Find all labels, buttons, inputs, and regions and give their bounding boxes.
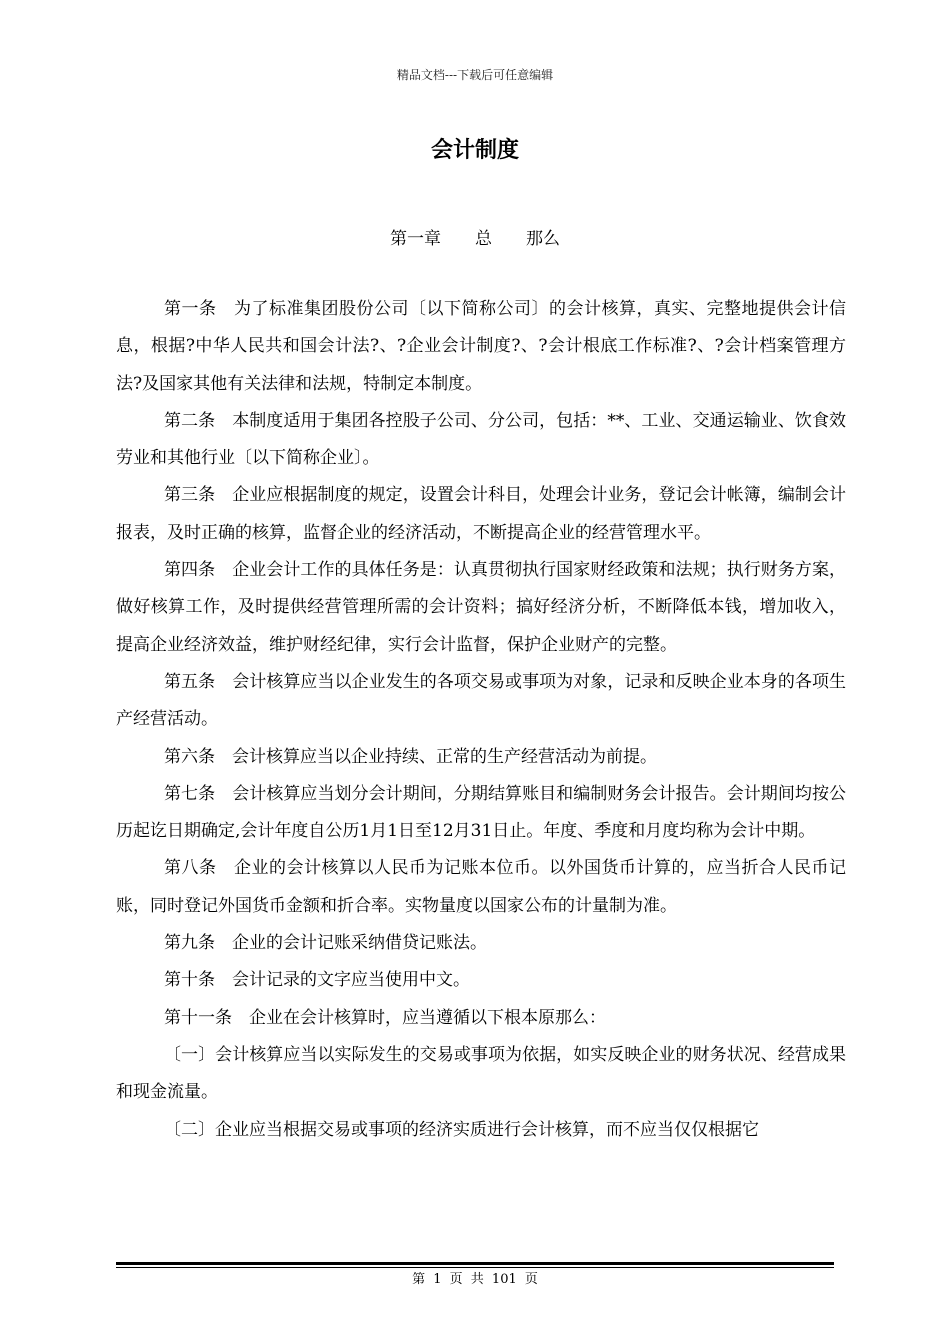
paragraph: 第二条 本制度适用于集团各控股子公司、分公司，包括：**、工业、交通运输业、饮食效劳业和其他行业〔以下简称企业〕。 (116, 410, 846, 469)
document-title: 会计制度 (430, 138, 519, 163)
page-number: 第 1 页 共 101 页 (412, 1272, 538, 1287)
paragraph: 第三条 企业应根据制度的规定，设置会计科目，处理会计业务，登记会计帐簿，编制会计报表，及时正确的核算，监督企业的经济活动，不断提高企业的经营管理水平。 (116, 485, 846, 543)
footer-divider (116, 1262, 834, 1265)
paragraph: 〔一〕会计核算应当以实际发生的交易或事项为依据，如实反映企业的财务状况、经营成果和现金流量。 (116, 1044, 846, 1103)
chapter-heading: 第一章 总 那么 (390, 229, 560, 249)
paragraph: 第七条 会计核算应当划分会计期间，分期结算账目和编制财务会计报告。会计期间均按公历起讫日期确定,会计年度自公历1月1日至12月31日止。年度、季度和月度均称为会计中期。 (116, 783, 846, 842)
paragraph: 第四条 企业会计工作的具体任务是：认真贯彻执行国家财经政策和法规；执行财务方案，做好核算工作，及时提供经营管理所需的会计资料；搞好经济分析，不断降低本钱，增加收入，提高企业经济效益，维护财经纪律，实行会计监督，保护企业财产的完整。 (116, 560, 846, 655)
paragraph: 第九条 企业的会计记账采纳借贷记账法。 (164, 933, 487, 954)
paragraph: 第十一条 企业在会计核算时，应当遵循以下根本原那么： (164, 1007, 606, 1028)
paragraph: 〔二〕企业应当根据交易或事项的经济实质进行会计核算，而不应当仅仅根据它 (164, 1119, 759, 1140)
paragraph: 第十条 会计记录的文字应当使用中文。 (164, 970, 470, 991)
paragraph: 第八条 企业的会计核算以人民币为记账本位币。以外国货币计算的，应当折合人民币记账，同时登记外国货币金额和折合率。实物量度以国家公布的计量制为准。 (116, 858, 846, 916)
paragraph: 第六条 会计核算应当以企业持续、正常的生产经营活动为前提。 (164, 746, 657, 767)
document-body (116, 291, 846, 1149)
paragraph: 第一条 为了标准集团股份公司〔以下简称公司〕的会计核算，真实、完整地提供会计信息，根据?中华人民共和国会计法?、?企业会计制度?、?会计根底工作标准?、?会计档案管理方法?及国家其他有关法律和法规，特制定本制度。 (116, 299, 846, 394)
paragraph: 第五条 会计核算应当以企业发生的各项交易或事项为对象，记录和反映企业本身的各项生产经营活动。 (116, 671, 846, 730)
page-header: 精品文档---下载后可任意编辑 (396, 68, 554, 82)
